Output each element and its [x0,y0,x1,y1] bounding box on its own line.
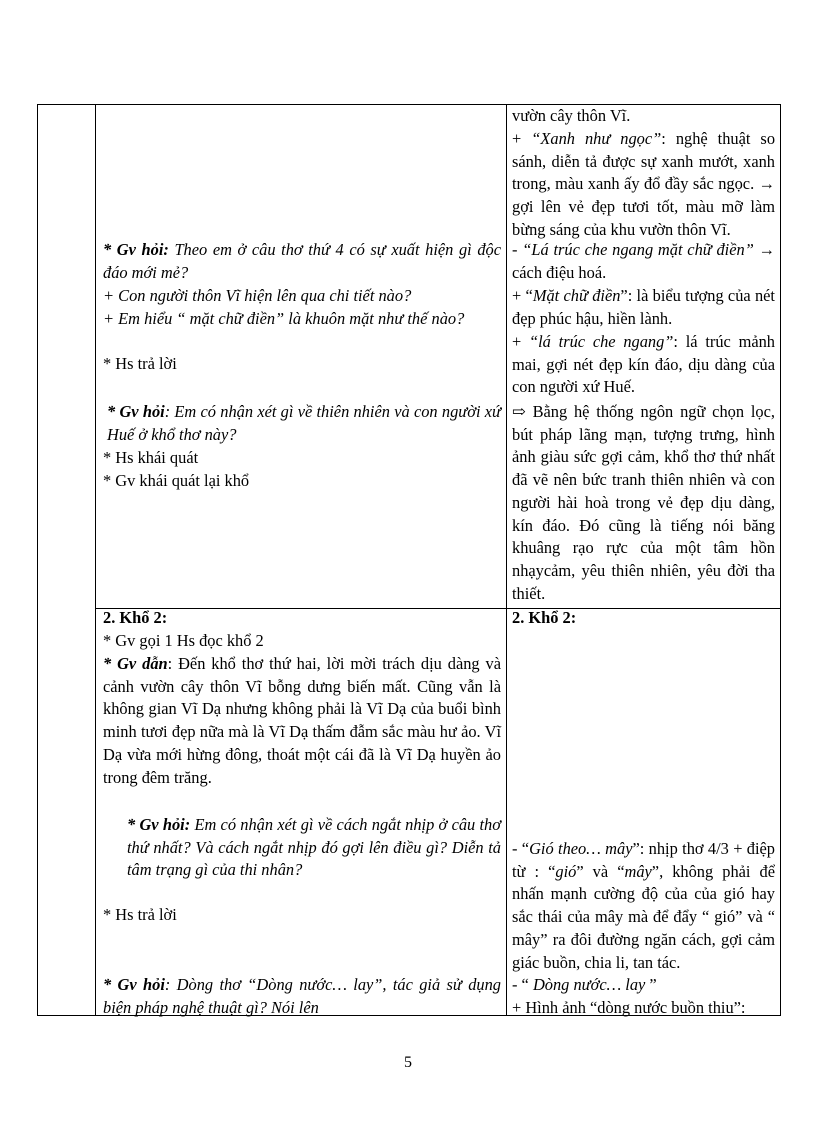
question-mat-chu-dien: + Em hiểu “ mặt chữ điền” là khuôn mặt như thế nào? [103,309,465,328]
gv-hoi-label: * Gv hỏi: [127,815,191,834]
text-run: Bằng hệ thống ngôn ngữ chọn lọc, bút pháp lãng mạn, tượng trưng, hình ảnh giàu sức gợi cảm, khổ thơ thứ nhất đã vẽ nên bức tranh thiên nhiên và con người hài hoà trong vẻ đẹp dịu dàng, kín đáo. Đó cũng là tiếng nói băng khuâng rạo rực của một tâm hồn nhạycảm, yêu thiên nhiên, yêu đời tha thiết. [512,402,775,603]
arrow-right-icon: ⇨ [512,402,526,421]
gv-dan-label: * Gv dẫn [103,654,168,673]
text-run: ”: là biểu tượng của nét đẹp phúc hậu, hiền lành. [512,286,775,328]
student-summary: * Hs khái quát [103,448,199,467]
gv-hoi-label: * Gv hỏi [103,975,165,994]
content-gio-theo-may [512,838,775,974]
student-answer: * Hs trả lời [103,354,177,373]
content-dong-nuoc [512,974,775,997]
content-hinh-anh-dong-nuoc: + Hình ảnh “dòng nước buồn thiu”: [512,998,746,1017]
text-run: ”: nhịp thơ 4/3 + điệp từ : “ [512,839,776,881]
teacher-call-student: * Gv gọi 1 Hs đọc khổ 2 [103,631,264,650]
table-column-empty [38,105,96,1015]
text-run: Mặt chữ điền [532,286,621,305]
question-text: Theo em ở câu thơ thứ 4 có sự xuất hiện gì độc đáo mới mẻ? [103,240,501,282]
text-run: Gió theo… mây [529,839,633,858]
page-number: 5 [404,1054,412,1071]
content-summary-kho1 [512,401,775,605]
text-run: : lá trúc mảnh mai, gợi nét đẹp kín đáo, dịu dàng của con người xứ Huế. [512,332,775,397]
student-answer: * Hs trả lời [103,905,177,924]
teacher-question-dong-nuoc [103,974,501,1019]
lead-in-text: : Đến khổ thơ thứ hai, lời mời trách dịu dàng và cảnh vườn cây thôn Vĩ bỗng dưng biến mất. Cũng vẫn là không gian Vĩ Dạ nhưng không phải là Vĩ Dạ của buổi bình minh tươi đẹp nữa mà là Vĩ Dạ thấm đẫm sắc màu hư ảo. Vĩ Dạ vừa mới hừng đông, thoát một cái đã là Vĩ Dạ huyền ảo trong đêm trăng. [103,654,501,787]
text-run: Dòng nước… lay [532,975,646,994]
content-vuon-cay: vườn cây thôn Vĩ. [512,106,631,125]
text-run: “Lá trúc che ngang mặt chữ điền” [522,240,754,259]
text-run: - [512,240,523,259]
table-row-divider [96,608,780,609]
text-run: : nghệ thuật so sánh, diễn tả được sự xanh mướt, xanh trong, màu xanh ấy đổ đầy sắc ngọc. → gợi lên vẻ đẹp tươi tốt, màu mỡ làm bừng sáng của khu vườn thôn Vĩ. [512,129,776,239]
table-column-activities [96,105,507,1015]
text-run: mây [624,861,652,881]
gv-hoi-label: * Gv hỏi: [103,240,169,259]
text-run: ”, không phải để nhấn mạnh cường độ của của gió hay sắc thái của mây mà để đẩy “ gió” và “ mây” ra đôi đường ngăn cách, gợi cảm giác buồn, chia li, tan tác. [512,861,776,972]
question-text: : Em có nhận xét gì về thiên nhiên và con người xứ Huế ở khổ thơ này? [107,402,501,444]
question-text: : Dòng thơ “Dòng nước… lay”, tác giả sử dụng biện pháp nghệ thuật gì? Nói lên [103,975,501,1017]
section-heading-kho2: 2. Khổ 2: [103,608,168,627]
text-run: - “ [512,975,533,994]
text-run: ” [645,975,657,994]
text-run: gió [555,861,577,881]
teacher-question-verse4 [103,239,501,284]
question-con-nguoi: + Con người thôn Vĩ hiện lên qua chi tiết nào? [103,286,412,305]
text-run: + [512,129,532,148]
teacher-question-nature [103,401,501,446]
content-la-truc [512,239,775,284]
content-la-truc-che-ngang [512,331,775,399]
gv-hoi-label: * Gv hỏi [107,402,165,421]
teacher-lead-in [103,653,501,789]
text-run: + [512,332,530,351]
content-mat-chu-dien [512,285,775,330]
section-heading-kho2-content: 2. Khổ 2: [512,608,577,627]
text-run: → cách điệu hoá. [512,240,775,282]
teacher-question-rhythm [103,814,501,882]
text-run: + “ [512,286,533,305]
content-xanh-nhu-ngoc [512,128,775,242]
text-run: - “ [512,839,530,858]
question-text: Em có nhận xét gì về cách ngắt nhịp ở câu thơ thứ nhất? Và cách ngắt nhịp đó gợi lên điều gì? Diễn tả tâm trạng gì của thi nhân? [127,815,501,880]
teacher-summary: * Gv khái quát lại khổ [103,471,250,490]
text-run: ” và “ [576,861,625,881]
table-column-content [507,105,780,1015]
text-run: “lá trúc che ngang” [529,332,674,351]
lesson-table [37,104,781,1016]
text-run: “Xanh như ngọc” [531,129,662,148]
